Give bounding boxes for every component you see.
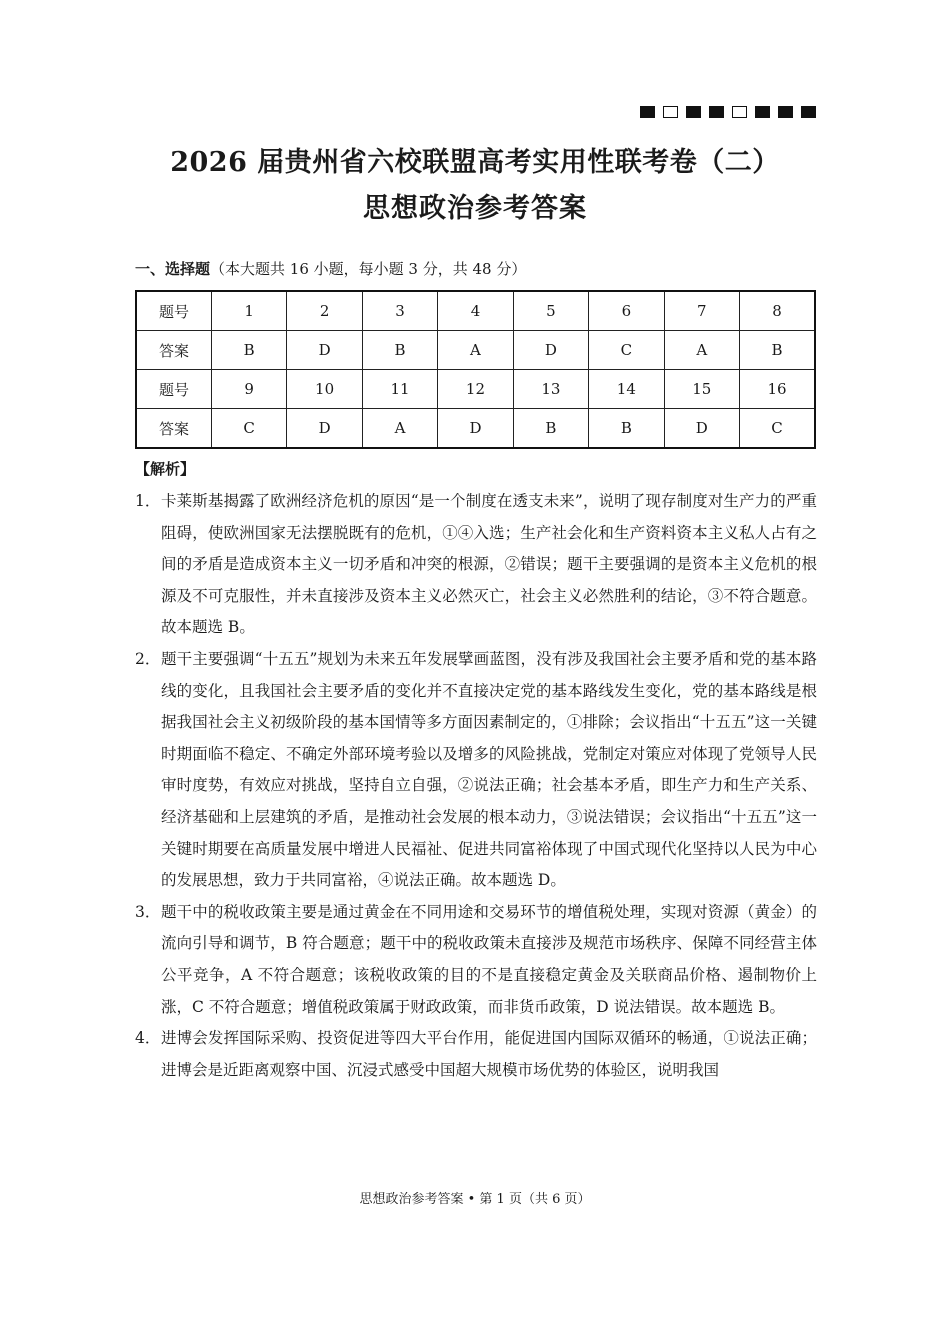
question-number: 6 <box>589 291 664 331</box>
item-number: 3． <box>135 902 161 921</box>
question-number: 1 <box>211 291 286 331</box>
question-number: 14 <box>589 370 664 409</box>
item-number: 2． <box>135 649 161 668</box>
answer-table <box>135 290 816 449</box>
question-number: 16 <box>740 370 816 409</box>
answer-cell: B <box>513 409 588 449</box>
list-item <box>135 644 817 897</box>
answer-cell: B <box>362 331 437 370</box>
row-label: 答案 <box>136 331 211 370</box>
mark-square <box>732 106 747 118</box>
answer-cell: D <box>438 409 513 449</box>
mark-square <box>640 106 655 118</box>
answer-cell: C <box>740 409 816 449</box>
item-text: 卡莱斯基揭露了欧洲经济危机的原因“是一个制度在透支未来”，说明了现存制度对生产力的严重阻碍，使欧洲国家无法摆脱既有的危机，①④入选；生产社会化和生产资料资本主义私人占有之间的矛盾是造成资本主义一切矛盾和冲突的根源，②错误；题干主要强调的是资本主义危机的根源及不可克服性，并未直接涉及资本主义必然灭亡，社会主义必然胜利的结论，③不符合题意。故本题选 B。 <box>161 492 817 637</box>
page-subtitle: 思想政治参考答案 <box>363 193 587 224</box>
answer-cell: A <box>362 409 437 449</box>
answer-cell: C <box>211 409 286 449</box>
question-number: 10 <box>287 370 362 409</box>
item-text: 进博会发挥国际采购、投资促进等四大平台作用，能促进国内国际双循环的畅通，①说法正确；进博会是近距离观察中国、沉浸式感受中国超大规模市场优势的体验区，说明我国 <box>161 1029 817 1079</box>
row-label: 题号 <box>136 291 211 331</box>
mark-square <box>686 106 701 118</box>
mark-square <box>755 106 770 118</box>
mark-square <box>663 106 678 118</box>
answer-cell: D <box>664 409 739 449</box>
answer-cell: A <box>664 331 739 370</box>
analysis-list <box>135 486 817 1086</box>
list-item <box>135 897 817 1023</box>
page-title: 2026 届贵州省六校联盟高考实用性联考卷（二） <box>170 147 780 178</box>
question-number: 2 <box>287 291 362 331</box>
item-text: 题干主要强调“十五五”规划为未来五年发展擘画蓝图，没有涉及我国社会主要矛盾和党的基本路线的变化，且我国社会主要矛盾的变化并不直接决定党的基本路线发生变化，党的基本路线是根据我国社会主义初级阶段的基本国情等多方面因素制定的，①排除；会议指出“十五五”这一关键时期面临不稳定、不确定外部环境考验以及增多的风险挑战，党制定对策应对体现了党领导人民审时度势，有效应对挑战，坚持自立自强，②说法正确；社会基本矛盾，即生产力和生产关系、经济基础和上层建筑的矛盾，是推动社会发展的根本动力，③说法错误；会议指出“十五五”这一关键时期要在高质量发展中增进人民福祉、促进共同富裕体现了中国式现代化坚持以人民为中心的发展思想，致力于共同富裕，④说法正确。故本题选 D。 <box>161 649 817 890</box>
analysis-heading: 【解析】 <box>135 460 196 478</box>
answer-cell: C <box>589 331 664 370</box>
answer-cell: B <box>211 331 286 370</box>
answer-cell: D <box>287 331 362 370</box>
header-marks <box>640 106 816 118</box>
row-label: 题号 <box>136 370 211 409</box>
row-label: 答案 <box>136 409 211 449</box>
question-number: 13 <box>513 370 588 409</box>
question-number: 15 <box>664 370 739 409</box>
table-row <box>136 370 815 409</box>
item-text: 题干中的税收政策主要是通过黄金在不同用途和交易环节的增值税处理，实现对资源（黄金）的流向引导和调节，B 符合题意；题干中的税收政策未直接涉及规范市场秩序、保障不同经营主体公平竞争，A 不符合题意；该税收政策的目的不是直接稳定黄金及关联商品价格、遏制物价上涨，C 不符合题意；增值税政策属于财政政策，而非货币政策，D 说法错误。故本题选 B。 <box>161 902 817 1016</box>
question-number: 7 <box>664 291 739 331</box>
list-item <box>135 486 817 644</box>
page-footer: 思想政治参考答案 • 第 1 页（共 6 页） <box>359 1192 591 1207</box>
section-heading <box>135 258 526 279</box>
item-number: 1． <box>135 492 161 510</box>
section-title: 一、选择题 <box>135 260 211 278</box>
question-number: 11 <box>362 370 437 409</box>
table-row <box>136 409 815 449</box>
question-number: 3 <box>362 291 437 331</box>
answer-cell: A <box>438 331 513 370</box>
question-number: 12 <box>438 370 513 409</box>
mark-square <box>801 106 816 118</box>
answer-cell: D <box>287 409 362 449</box>
question-number: 9 <box>211 370 286 409</box>
answer-cell: D <box>513 331 588 370</box>
question-number: 8 <box>740 291 816 331</box>
list-item <box>135 1023 817 1086</box>
mark-square <box>709 106 724 118</box>
answer-cell: B <box>740 331 816 370</box>
item-number: 4． <box>135 1029 161 1048</box>
question-number: 5 <box>513 291 588 331</box>
table-row <box>136 291 815 331</box>
answer-cell: B <box>589 409 664 449</box>
question-number: 4 <box>438 291 513 331</box>
section-note: （本大题共 16 小题，每小题 3 分，共 48 分） <box>210 260 527 278</box>
mark-square <box>778 106 793 118</box>
table-row <box>136 331 815 370</box>
